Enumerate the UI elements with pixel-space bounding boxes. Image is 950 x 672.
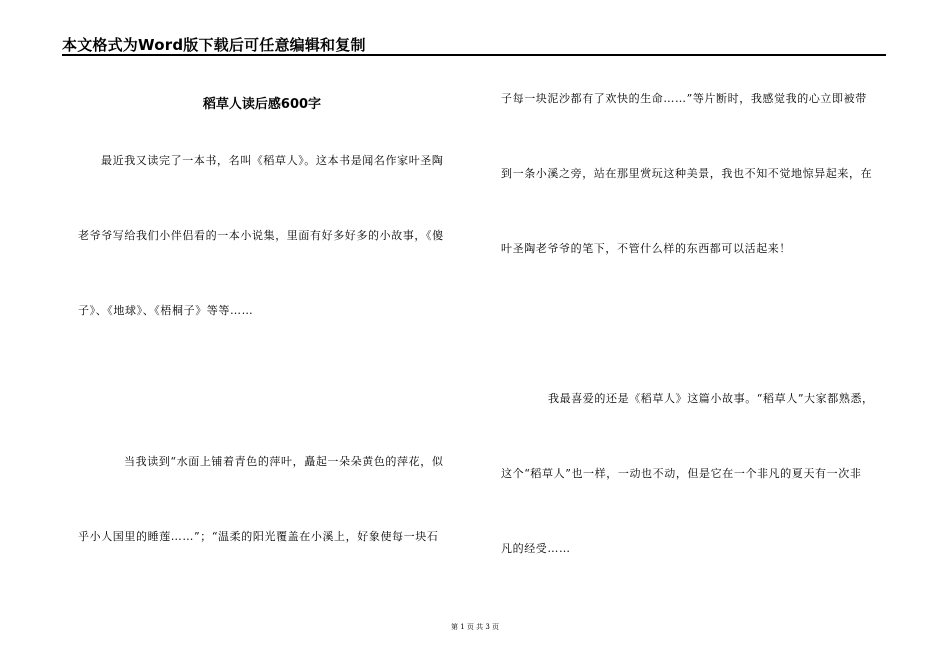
- paragraph-line: 凡的经受……: [501, 542, 571, 555]
- paragraph-line: 老爷爷写给我们小伴侣看的一本小说集，里面有好多好多的小故事，《傻: [78, 229, 444, 242]
- page-footer: 第 1 页 共 3 页: [450, 623, 500, 631]
- page-header: [62, 32, 886, 56]
- paragraph-line: 到一条小溪之旁，站在那里赏玩这种美景，我也不知不觉地惊异起来，在: [501, 167, 873, 180]
- paragraph-line: 这个“稻草人”也一样，一动也不动，但是它在一个非凡的夏天有一次非: [501, 467, 862, 480]
- paragraph-line: 叶圣陶老爷爷的笔下，不管什么样的东西都可以活起来！: [501, 242, 791, 255]
- paragraph-line: 当我读到“水面上铺着青色的萍叶，矗起一朵朵黄色的萍花，似: [124, 455, 444, 468]
- paragraph-line: 子》、《地球》、《梧桐子》等等……: [78, 304, 254, 317]
- paragraph-line: 最近我又读完了一本书，名叫《稻草人》。这本书是闻名作家叶圣陶: [101, 154, 444, 167]
- header-text: 本文格式为Word版下载后可任意编辑和复制: [62, 36, 366, 54]
- paragraph-line: 子每一块泥沙都有了欢快的生命……”等片断时，我感觉我的心立即被带: [501, 92, 867, 105]
- paragraph-line: 乎小人国里的睡莲……”；“温柔的阳光覆盖在小溪上，好象使每一块石: [78, 530, 439, 543]
- paragraph-line: 我最喜爱的还是《稻草人》这篇小故事。“稻草人”大家都熟悉，: [548, 392, 874, 405]
- document-title: 稻草人读后感600字: [202, 97, 322, 112]
